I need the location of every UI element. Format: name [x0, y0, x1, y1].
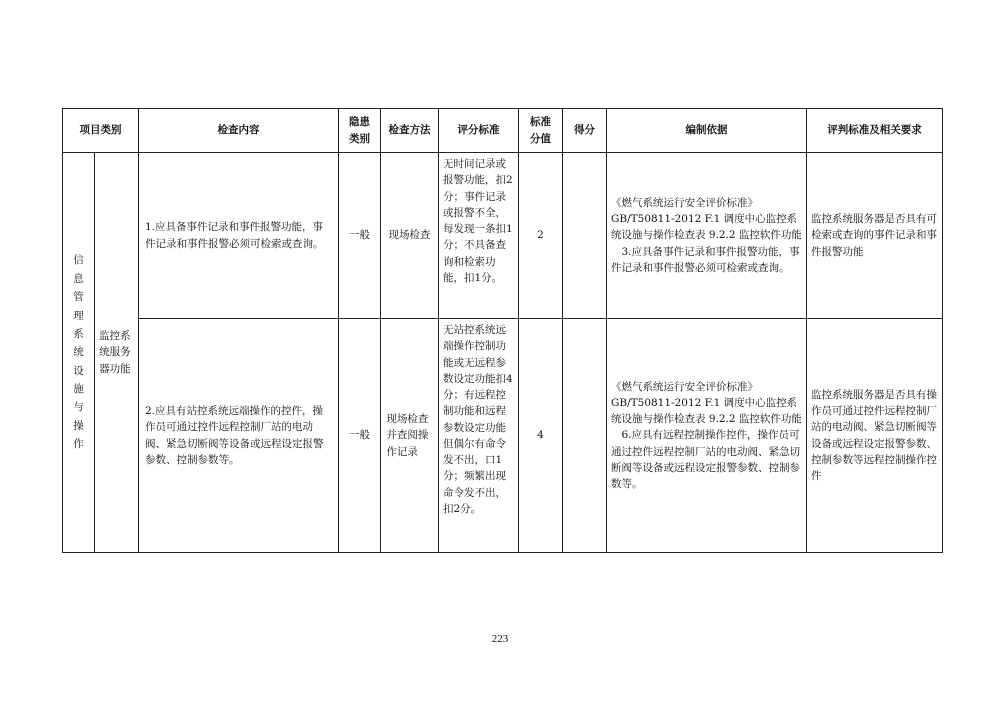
- table-header-row: [63, 109, 943, 153]
- method-cell: 现场检查: [381, 153, 439, 319]
- header-method: 检查方法: [381, 109, 439, 153]
- table-row: [63, 153, 943, 319]
- criteria-cell: 无时间记录或报警功能，扣2分；事件记录或报警不全，每发现一条扣1分；不具备查询和检索功能，扣1分。: [439, 153, 519, 319]
- hazard-type-cell: 一般: [339, 153, 381, 319]
- method-cell: 现场检查并查阅操作记录: [381, 319, 439, 553]
- header-hazard-type: 隐患类别: [339, 109, 381, 153]
- requirements-cell: 监控系统服务器是否具有操作员可通过控件远程控制厂站的电动阀、紧急切断阀等设备或远程设定报警参数、控制参数等远程控制操作控件: [807, 319, 943, 553]
- content-cell: 2.应具有站控系统远端操作的控件，操作员可通过控件远程控制厂站的电动阀、紧急切断阀等设备或远程设定报警参数、控制参数等。: [139, 319, 339, 553]
- requirements-cell: 监控系统服务器是否具有可检索或查询的事件记录和事件报警功能: [807, 153, 943, 319]
- content-cell: 1.应具备事件记录和事件报警功能，事件记录和事件报警必须可检索或查询。: [139, 153, 339, 319]
- header-standard-score: 标准分值: [519, 109, 563, 153]
- basis-cell: [607, 153, 807, 319]
- criteria-cell: 无站控系统远端操作控制功能或无远程参数设定功能扣4分；有远程控制功能和远程参数设定功能但偶尔有命令发不出，口1分；频繁出现命令发不出，扣2分。: [439, 319, 519, 553]
- header-content: 检查内容: [139, 109, 339, 153]
- basis-title: 《燃气系统运行安全评价标准》GB/T50811-2012 F.1 调度中心监控系统设施与操作检查表 9.2.2 监控软件功能: [611, 196, 802, 242]
- standard-score-cell: 4: [519, 319, 563, 553]
- header-requirements: 评判标准及相关要求: [807, 109, 943, 153]
- page-number: 223: [491, 633, 509, 645]
- table-row: [63, 319, 943, 553]
- basis-item: 3.应具备事件记录和事件报警功能，事件记录和事件报警必须可检索或查询。: [611, 245, 800, 274]
- header-basis: 编制依据: [607, 109, 807, 153]
- category-main-cell: 信息管理系统设施与操作: [63, 153, 95, 553]
- header-score: 得分: [563, 109, 607, 153]
- standard-score-cell: 2: [519, 153, 563, 319]
- category-sub-cell: 监控系统服务器功能: [95, 153, 139, 553]
- basis-item: 6.应具有远程控制操作控件，操作员可通过控件远程控制厂站的电动阀、紧急切断阀等设备或远程设定报警参数、控制参数等。: [611, 429, 800, 491]
- inspection-table: [62, 108, 943, 553]
- header-criteria: 评分标准: [439, 109, 519, 153]
- header-category: 项目类别: [63, 109, 139, 153]
- hazard-type-cell: 一般: [339, 319, 381, 553]
- basis-title: 《燃气系统运行安全评价标准》GB/T50811-2012 F.1 调度中心监控系统设施与操作检查表 9.2.2 监控软件功能: [611, 380, 802, 426]
- score-cell: [563, 319, 607, 553]
- score-cell: [563, 153, 607, 319]
- basis-cell: [607, 319, 807, 553]
